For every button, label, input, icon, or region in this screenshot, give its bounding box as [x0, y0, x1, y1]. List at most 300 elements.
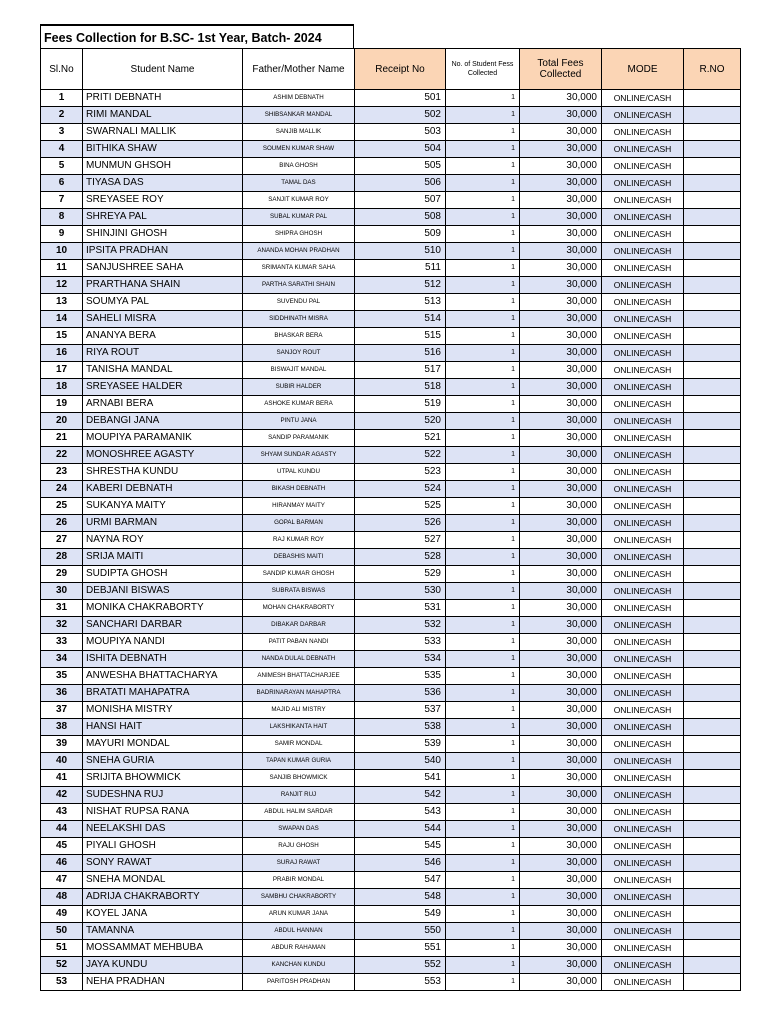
row-student-name: ISHITA DEBNATH: [83, 651, 243, 668]
row-receipt-no: 521: [355, 430, 446, 447]
row-receipt-no: 531: [355, 600, 446, 617]
row-student-name: DEBANGI JANA: [83, 413, 243, 430]
row-sl-no: 14: [41, 311, 83, 328]
sheet-title: Fees Collection for B.SC- 1st Year, Batch- 2024: [40, 24, 354, 48]
row-student-name: SNEHA MONDAL: [83, 872, 243, 889]
row-receipt-no: 519: [355, 396, 446, 413]
row-r-no: [684, 464, 741, 481]
row-total-fees: 30,000: [520, 753, 602, 770]
row-parent-name: RAJ KUMAR ROY: [243, 532, 355, 549]
row-student-count: 1: [446, 736, 520, 753]
row-mode: ONLINE/CASH: [602, 413, 684, 430]
row-mode: ONLINE/CASH: [602, 770, 684, 787]
row-receipt-no: 545: [355, 838, 446, 855]
row-sl-no: 53: [41, 974, 83, 991]
row-student-count: 1: [446, 532, 520, 549]
row-student-count: 1: [446, 447, 520, 464]
table-row: [41, 923, 741, 940]
row-student-name: SWARNALI MALLIK: [83, 124, 243, 141]
row-student-name: MUNMUN GHSOH: [83, 158, 243, 175]
row-sl-no: 12: [41, 277, 83, 294]
row-student-count: 1: [446, 294, 520, 311]
row-total-fees: 30,000: [520, 923, 602, 940]
table-row: [41, 719, 741, 736]
row-student-count: 1: [446, 634, 520, 651]
row-total-fees: 30,000: [520, 821, 602, 838]
row-receipt-no: 542: [355, 787, 446, 804]
row-student-name: MOUPIYA PARAMANIK: [83, 430, 243, 447]
row-sl-no: 17: [41, 362, 83, 379]
row-mode: ONLINE/CASH: [602, 889, 684, 906]
row-parent-name: SANDIP PARAMANIK: [243, 430, 355, 447]
row-sl-no: 32: [41, 617, 83, 634]
row-parent-name: SUBRATA BISWAS: [243, 583, 355, 600]
row-r-no: [684, 787, 741, 804]
row-total-fees: 30,000: [520, 243, 602, 260]
row-r-no: [684, 90, 741, 107]
row-parent-name: PRABIR MONDAL: [243, 872, 355, 889]
row-student-count: 1: [446, 889, 520, 906]
row-student-name: MOUPIYA NANDI: [83, 634, 243, 651]
row-student-name: PIYALI GHOSH: [83, 838, 243, 855]
row-parent-name: UTPAL KUNDU: [243, 464, 355, 481]
row-r-no: [684, 600, 741, 617]
row-r-no: [684, 311, 741, 328]
row-total-fees: 30,000: [520, 787, 602, 804]
row-mode: ONLINE/CASH: [602, 906, 684, 923]
row-total-fees: 30,000: [520, 957, 602, 974]
row-parent-name: ANIMESH BHATTACHARJEE: [243, 668, 355, 685]
row-parent-name: RANJIT RUJ: [243, 787, 355, 804]
row-sl-no: 52: [41, 957, 83, 974]
row-r-no: [684, 498, 741, 515]
row-parent-name: SUBIR HALDER: [243, 379, 355, 396]
row-r-no: [684, 141, 741, 158]
row-student-count: 1: [446, 702, 520, 719]
row-total-fees: 30,000: [520, 192, 602, 209]
row-student-name: MONISHA MISTRY: [83, 702, 243, 719]
row-receipt-no: 505: [355, 158, 446, 175]
row-r-no: [684, 413, 741, 430]
row-mode: ONLINE/CASH: [602, 141, 684, 158]
row-mode: ONLINE/CASH: [602, 158, 684, 175]
row-student-count: 1: [446, 855, 520, 872]
row-student-count: 1: [446, 379, 520, 396]
row-receipt-no: 514: [355, 311, 446, 328]
row-student-name: SHINJINI GHOSH: [83, 226, 243, 243]
row-parent-name: SRIMANTA KUMAR SAHA: [243, 260, 355, 277]
row-total-fees: 30,000: [520, 260, 602, 277]
row-mode: ONLINE/CASH: [602, 107, 684, 124]
table-row: [41, 175, 741, 192]
table-row: [41, 311, 741, 328]
row-receipt-no: 540: [355, 753, 446, 770]
row-receipt-no: 550: [355, 923, 446, 940]
row-sl-no: 36: [41, 685, 83, 702]
row-student-name: SNEHA GURIA: [83, 753, 243, 770]
row-mode: ONLINE/CASH: [602, 294, 684, 311]
row-student-count: 1: [446, 90, 520, 107]
row-student-count: 1: [446, 804, 520, 821]
row-r-no: [684, 736, 741, 753]
table-row: [41, 396, 741, 413]
row-r-no: [684, 226, 741, 243]
header-receipt-no: Receipt No: [355, 49, 446, 90]
row-total-fees: 30,000: [520, 804, 602, 821]
row-mode: ONLINE/CASH: [602, 396, 684, 413]
row-student-name: BITHIKA SHAW: [83, 141, 243, 158]
row-mode: ONLINE/CASH: [602, 583, 684, 600]
row-parent-name: SAMIR MONDAL: [243, 736, 355, 753]
row-mode: ONLINE/CASH: [602, 430, 684, 447]
row-parent-name: SHIPRA GHOSH: [243, 226, 355, 243]
row-mode: ONLINE/CASH: [602, 175, 684, 192]
row-student-name: TIYASA DAS: [83, 175, 243, 192]
row-student-count: 1: [446, 651, 520, 668]
row-student-count: 1: [446, 940, 520, 957]
row-r-no: [684, 838, 741, 855]
row-total-fees: 30,000: [520, 328, 602, 345]
row-student-name: MOSSAMMAT MEHBUBA: [83, 940, 243, 957]
row-mode: ONLINE/CASH: [602, 481, 684, 498]
row-total-fees: 30,000: [520, 668, 602, 685]
table-row: [41, 872, 741, 889]
row-receipt-no: 546: [355, 855, 446, 872]
row-student-name: IPSITA PRADHAN: [83, 243, 243, 260]
row-sl-no: 13: [41, 294, 83, 311]
row-student-name: HANSI HAIT: [83, 719, 243, 736]
row-student-count: 1: [446, 906, 520, 923]
table-row: [41, 532, 741, 549]
row-mode: ONLINE/CASH: [602, 549, 684, 566]
row-mode: ONLINE/CASH: [602, 957, 684, 974]
row-sl-no: 50: [41, 923, 83, 940]
row-parent-name: MAJID ALI MISTRY: [243, 702, 355, 719]
table-row: [41, 940, 741, 957]
row-total-fees: 30,000: [520, 362, 602, 379]
table-row: [41, 634, 741, 651]
row-student-name: RIMI MANDAL: [83, 107, 243, 124]
row-r-no: [684, 158, 741, 175]
row-sl-no: 4: [41, 141, 83, 158]
row-parent-name: SURAJ RAWAT: [243, 855, 355, 872]
row-parent-name: DEBASHIS MAITI: [243, 549, 355, 566]
table-row: [41, 430, 741, 447]
table-row: [41, 957, 741, 974]
row-mode: ONLINE/CASH: [602, 566, 684, 583]
row-total-fees: 30,000: [520, 583, 602, 600]
table-row: [41, 243, 741, 260]
row-student-name: KABERI DEBNATH: [83, 481, 243, 498]
row-total-fees: 30,000: [520, 209, 602, 226]
row-r-no: [684, 362, 741, 379]
row-mode: ONLINE/CASH: [602, 804, 684, 821]
row-student-name: SHRESTHA KUNDU: [83, 464, 243, 481]
row-mode: ONLINE/CASH: [602, 617, 684, 634]
row-receipt-no: 541: [355, 770, 446, 787]
row-total-fees: 30,000: [520, 226, 602, 243]
row-total-fees: 30,000: [520, 634, 602, 651]
row-sl-no: 34: [41, 651, 83, 668]
row-student-name: SANCHARI DARBAR: [83, 617, 243, 634]
row-sl-no: 6: [41, 175, 83, 192]
row-mode: ONLINE/CASH: [602, 940, 684, 957]
row-receipt-no: 549: [355, 906, 446, 923]
row-student-name: DEBJANI BISWAS: [83, 583, 243, 600]
row-r-no: [684, 209, 741, 226]
row-receipt-no: 502: [355, 107, 446, 124]
row-sl-no: 20: [41, 413, 83, 430]
row-student-count: 1: [446, 158, 520, 175]
row-r-no: [684, 651, 741, 668]
row-sl-no: 44: [41, 821, 83, 838]
row-total-fees: 30,000: [520, 396, 602, 413]
row-mode: ONLINE/CASH: [602, 974, 684, 991]
header-total-fees: Total Fees Collected: [520, 49, 602, 90]
row-mode: ONLINE/CASH: [602, 192, 684, 209]
table-row: [41, 124, 741, 141]
row-student-count: 1: [446, 124, 520, 141]
row-receipt-no: 552: [355, 957, 446, 974]
row-mode: ONLINE/CASH: [602, 532, 684, 549]
row-total-fees: 30,000: [520, 107, 602, 124]
table-row: [41, 260, 741, 277]
row-sl-no: 25: [41, 498, 83, 515]
row-receipt-no: 520: [355, 413, 446, 430]
table-row: [41, 226, 741, 243]
row-sl-no: 48: [41, 889, 83, 906]
table-row: [41, 158, 741, 175]
row-student-count: 1: [446, 821, 520, 838]
row-student-count: 1: [446, 141, 520, 158]
table-row: [41, 906, 741, 923]
row-sl-no: 22: [41, 447, 83, 464]
row-sl-no: 35: [41, 668, 83, 685]
table-row: [41, 141, 741, 158]
header-mode: MODE: [602, 49, 684, 90]
row-mode: ONLINE/CASH: [602, 498, 684, 515]
row-total-fees: 30,000: [520, 736, 602, 753]
row-total-fees: 30,000: [520, 311, 602, 328]
header-student-name: Student Name: [83, 49, 243, 90]
row-parent-name: GOPAL BARMAN: [243, 515, 355, 532]
row-mode: ONLINE/CASH: [602, 379, 684, 396]
row-sl-no: 45: [41, 838, 83, 855]
table-row: [41, 345, 741, 362]
row-parent-name: SANJIT KUMAR ROY: [243, 192, 355, 209]
row-student-count: 1: [446, 583, 520, 600]
row-sl-no: 33: [41, 634, 83, 651]
row-parent-name: RAJU GHOSH: [243, 838, 355, 855]
row-r-no: [684, 277, 741, 294]
table-row: [41, 192, 741, 209]
row-student-name: SANJUSHREE SAHA: [83, 260, 243, 277]
row-student-name: MAYURI MONDAL: [83, 736, 243, 753]
row-mode: ONLINE/CASH: [602, 464, 684, 481]
row-student-name: PRITI DEBNATH: [83, 90, 243, 107]
row-student-name: TAMANNA: [83, 923, 243, 940]
row-parent-name: SHIBSANKAR MANDAL: [243, 107, 355, 124]
row-sl-no: 24: [41, 481, 83, 498]
row-r-no: [684, 719, 741, 736]
row-parent-name: SAMBHU CHAKRABORTY: [243, 889, 355, 906]
row-student-name: ANWESHA BHATTACHARYA: [83, 668, 243, 685]
row-r-no: [684, 617, 741, 634]
table-row: [41, 974, 741, 991]
table-row: [41, 787, 741, 804]
row-student-count: 1: [446, 668, 520, 685]
row-student-name: URMI BARMAN: [83, 515, 243, 532]
row-parent-name: SANJIB BHOWMICK: [243, 770, 355, 787]
row-receipt-no: 510: [355, 243, 446, 260]
row-sl-no: 29: [41, 566, 83, 583]
row-r-no: [684, 328, 741, 345]
row-mode: ONLINE/CASH: [602, 838, 684, 855]
row-receipt-no: 532: [355, 617, 446, 634]
row-parent-name: BINA GHOSH: [243, 158, 355, 175]
row-r-no: [684, 515, 741, 532]
row-sl-no: 10: [41, 243, 83, 260]
row-r-no: [684, 872, 741, 889]
row-r-no: [684, 192, 741, 209]
row-sl-no: 47: [41, 872, 83, 889]
row-r-no: [684, 260, 741, 277]
row-student-count: 1: [446, 838, 520, 855]
row-mode: ONLINE/CASH: [602, 447, 684, 464]
row-sl-no: 3: [41, 124, 83, 141]
table-row: [41, 702, 741, 719]
row-student-count: 1: [446, 362, 520, 379]
row-r-no: [684, 549, 741, 566]
row-student-name: MONIKA CHAKRABORTY: [83, 600, 243, 617]
row-student-count: 1: [446, 396, 520, 413]
row-receipt-no: 508: [355, 209, 446, 226]
row-student-count: 1: [446, 787, 520, 804]
row-receipt-no: 507: [355, 192, 446, 209]
row-sl-no: 41: [41, 770, 83, 787]
row-parent-name: NANDA DULAL DEBNATH: [243, 651, 355, 668]
row-mode: ONLINE/CASH: [602, 719, 684, 736]
row-sl-no: 18: [41, 379, 83, 396]
row-mode: ONLINE/CASH: [602, 124, 684, 141]
row-receipt-no: 516: [355, 345, 446, 362]
row-sl-no: 27: [41, 532, 83, 549]
row-receipt-no: 547: [355, 872, 446, 889]
row-student-name: MONOSHREE AGASTY: [83, 447, 243, 464]
row-mode: ONLINE/CASH: [602, 328, 684, 345]
row-receipt-no: 538: [355, 719, 446, 736]
row-receipt-no: 543: [355, 804, 446, 821]
row-receipt-no: 533: [355, 634, 446, 651]
row-student-count: 1: [446, 923, 520, 940]
row-r-no: [684, 906, 741, 923]
row-receipt-no: 523: [355, 464, 446, 481]
row-mode: ONLINE/CASH: [602, 90, 684, 107]
row-r-no: [684, 243, 741, 260]
row-parent-name: SUBAL KUMAR PAL: [243, 209, 355, 226]
row-mode: ONLINE/CASH: [602, 753, 684, 770]
row-receipt-no: 534: [355, 651, 446, 668]
table-row: [41, 804, 741, 821]
table-row: [41, 209, 741, 226]
table-row: [41, 889, 741, 906]
row-mode: ONLINE/CASH: [602, 634, 684, 651]
row-student-name: SRIJITA BHOWMICK: [83, 770, 243, 787]
row-student-count: 1: [446, 328, 520, 345]
fees-table: [40, 48, 741, 991]
row-student-count: 1: [446, 260, 520, 277]
row-receipt-no: 524: [355, 481, 446, 498]
table-row: [41, 413, 741, 430]
header-r-no: R.NO: [684, 49, 741, 90]
row-parent-name: ABDUL HANNAN: [243, 923, 355, 940]
row-student-count: 1: [446, 549, 520, 566]
row-student-count: 1: [446, 430, 520, 447]
row-sl-no: 51: [41, 940, 83, 957]
table-row: [41, 362, 741, 379]
table-row: [41, 328, 741, 345]
row-sl-no: 46: [41, 855, 83, 872]
row-sl-no: 38: [41, 719, 83, 736]
row-r-no: [684, 923, 741, 940]
row-student-count: 1: [446, 753, 520, 770]
row-mode: ONLINE/CASH: [602, 345, 684, 362]
row-r-no: [684, 175, 741, 192]
row-receipt-no: 526: [355, 515, 446, 532]
table-row: [41, 107, 741, 124]
row-sl-no: 8: [41, 209, 83, 226]
table-row: [41, 651, 741, 668]
table-row: [41, 617, 741, 634]
row-receipt-no: 525: [355, 498, 446, 515]
row-parent-name: PARTHA SARATHI SHAIN: [243, 277, 355, 294]
row-student-count: 1: [446, 872, 520, 889]
row-mode: ONLINE/CASH: [602, 685, 684, 702]
row-total-fees: 30,000: [520, 158, 602, 175]
row-sl-no: 21: [41, 430, 83, 447]
table-row: [41, 90, 741, 107]
row-sl-no: 2: [41, 107, 83, 124]
row-parent-name: BHASKAR BERA: [243, 328, 355, 345]
row-total-fees: 30,000: [520, 651, 602, 668]
row-parent-name: TAPAN KUMAR GURIA: [243, 753, 355, 770]
row-student-name: KOYEL JANA: [83, 906, 243, 923]
row-student-count: 1: [446, 685, 520, 702]
row-sl-no: 15: [41, 328, 83, 345]
row-sl-no: 28: [41, 549, 83, 566]
row-total-fees: 30,000: [520, 141, 602, 158]
row-student-count: 1: [446, 175, 520, 192]
row-mode: ONLINE/CASH: [602, 651, 684, 668]
row-student-count: 1: [446, 719, 520, 736]
row-receipt-no: 513: [355, 294, 446, 311]
row-student-name: SUKANYA MAITY: [83, 498, 243, 515]
row-receipt-no: 503: [355, 124, 446, 141]
row-student-name: RIYA ROUT: [83, 345, 243, 362]
row-total-fees: 30,000: [520, 974, 602, 991]
row-student-name: ADRIJA CHAKRABORTY: [83, 889, 243, 906]
row-mode: ONLINE/CASH: [602, 668, 684, 685]
table-row: [41, 549, 741, 566]
table-row: [41, 770, 741, 787]
row-total-fees: 30,000: [520, 906, 602, 923]
row-total-fees: 30,000: [520, 90, 602, 107]
table-row: [41, 600, 741, 617]
row-student-name: SREYASEE HALDER: [83, 379, 243, 396]
row-receipt-no: 511: [355, 260, 446, 277]
row-student-name: JAYA KUNDU: [83, 957, 243, 974]
table-row: [41, 838, 741, 855]
